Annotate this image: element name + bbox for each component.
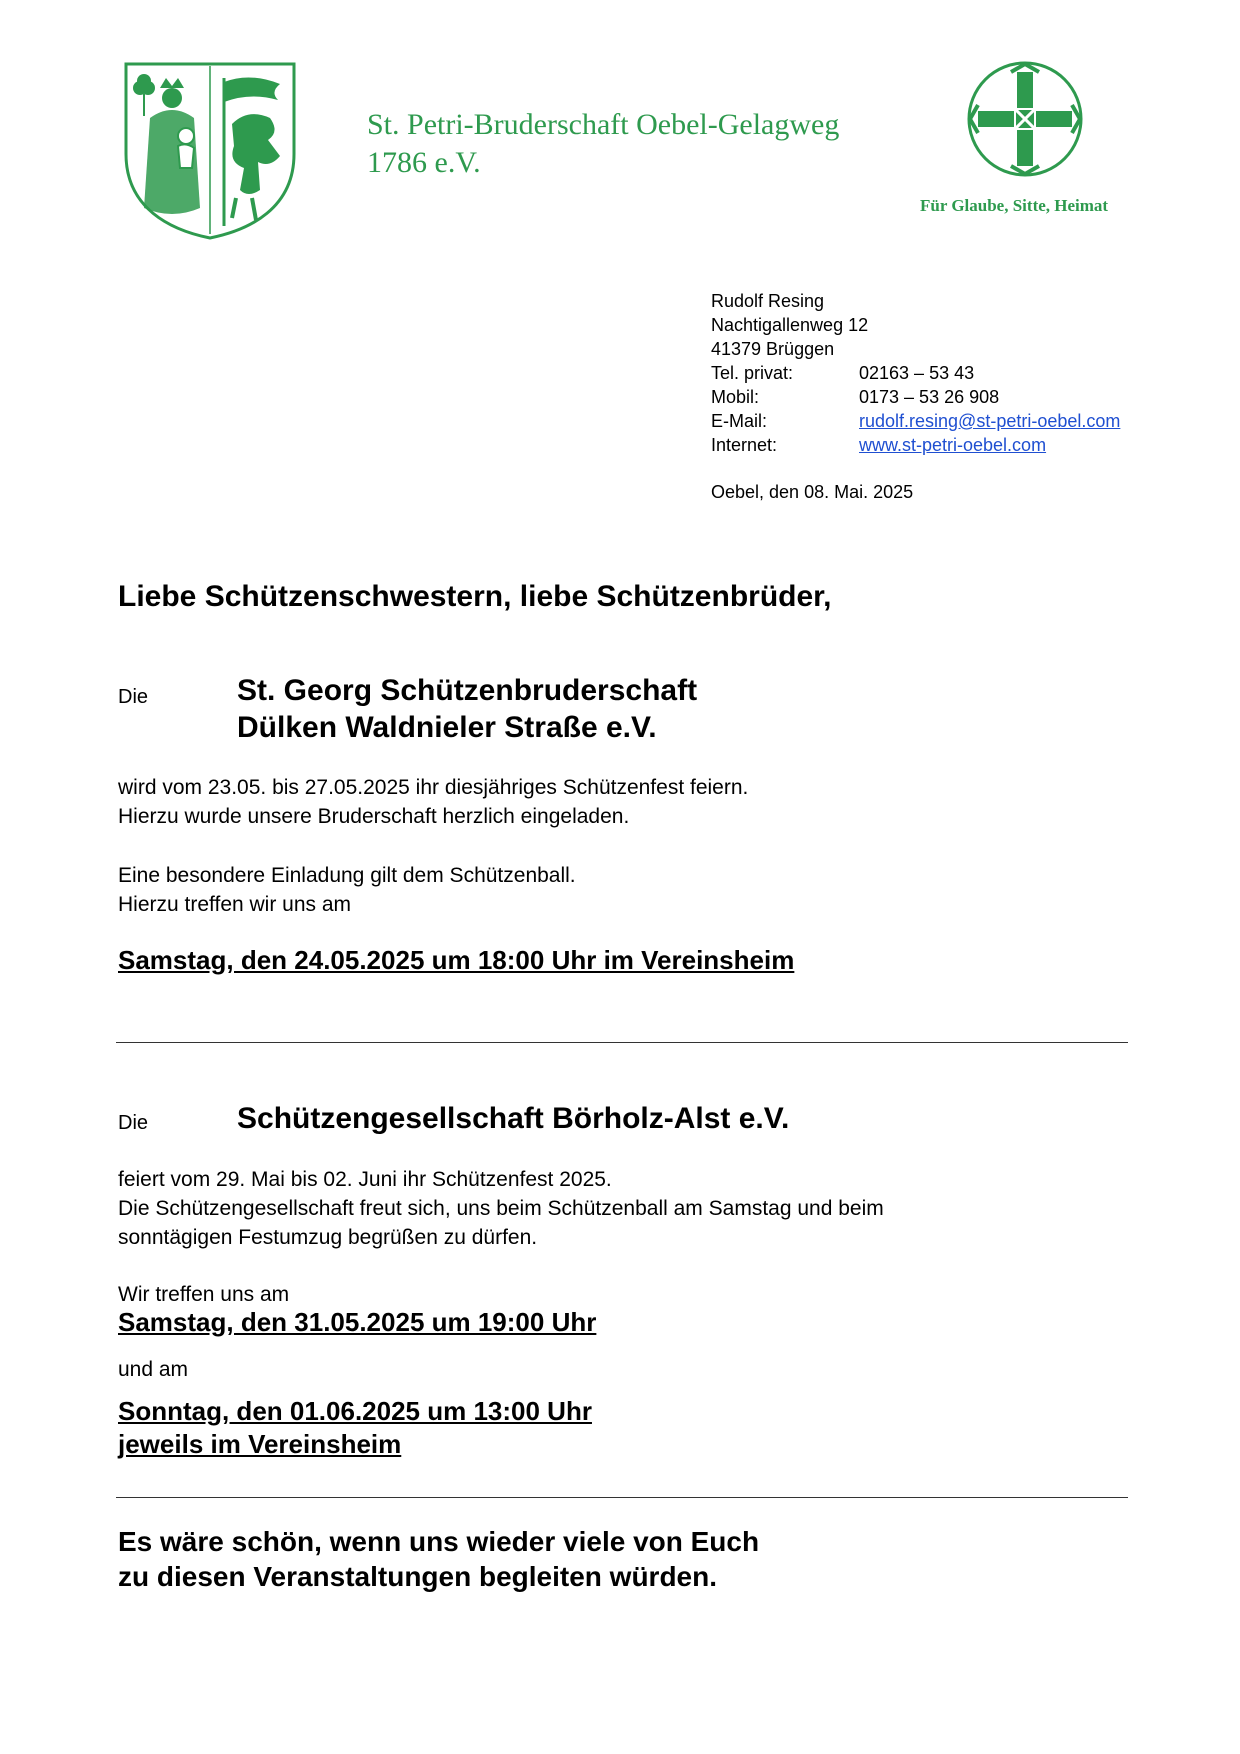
section1-club-line2: Dülken Waldnieler Straße e.V.: [237, 711, 657, 744]
section1-text-line1: wird vom 23.05. bis 27.05.2025 ihr diesjähriges Schützenfest feiern.: [118, 776, 749, 799]
organization-name-line1: St. Petri-Bruderschaft Oebel-Gelagweg: [367, 108, 840, 141]
contact-website-label: Internet:: [711, 435, 778, 455]
section2-connector: und am: [118, 1358, 189, 1381]
section2-text-line3: sonntägigen Festumzug begrüßen zu dürfen.: [118, 1226, 538, 1249]
closing: [118, 1524, 759, 1594]
coat-of-arms-icon: [120, 58, 300, 242]
contact-email: [711, 409, 1120, 433]
sender-name: Rudolf Resing: [711, 291, 825, 311]
sender-block: [711, 289, 1120, 457]
section1-text-line2: Hierzu wurde unsere Bruderschaft herzlich eingeladen.: [118, 805, 630, 828]
section2-text-line1: feiert vom 29. Mai bis 02. Juni ihr Schützenfest 2025.: [118, 1168, 612, 1191]
section2-event2-line1: Sonntag, den 01.06.2025 um 13:00 Uhr: [118, 1396, 592, 1426]
section1-club: [237, 672, 697, 746]
contact-mobile-value: 0173 – 53 26 908: [859, 387, 1000, 407]
contact-mobile: [711, 385, 1120, 409]
contact-mobile-label: Mobil:: [711, 387, 760, 407]
sender-city: 41379 Brüggen: [711, 339, 835, 359]
section2-event2-line2: jeweils im Vereinsheim: [118, 1429, 402, 1459]
contact-phone: [711, 361, 1120, 385]
contact-email-label: E-Mail:: [711, 411, 768, 431]
email-link[interactable]: rudolf.resing@st-petri-oebel.com: [859, 411, 1121, 431]
motto: Für Glaube, Sitte, Heimat: [920, 196, 1109, 215]
section2-event1: Samstag, den 31.05.2025 um 19:00 Uhr: [118, 1307, 597, 1337]
divider: [116, 1042, 1128, 1043]
section2-event2: [118, 1395, 592, 1461]
section1-text-line4: Hierzu treffen wir uns am: [118, 893, 352, 916]
section1-invitation: [118, 861, 576, 919]
section2-text: [118, 1165, 884, 1252]
section1-prefix: Die: [118, 686, 149, 708]
section1-text-line3: Eine besondere Einladung gilt dem Schützenball.: [118, 864, 576, 887]
greeting: Liebe Schützenschwestern, liebe Schützenbrüder,: [118, 580, 832, 613]
website-link[interactable]: www.st-petri-oebel.com: [859, 435, 1047, 455]
letter-date: Oebel, den 08. Mai. 2025: [711, 482, 914, 502]
section2-prefix: Die: [118, 1112, 149, 1134]
closing-line2: zu diesen Veranstaltungen begleiten würden.: [118, 1561, 718, 1592]
section2-text-line2: Die Schützengesellschaft freut sich, uns beim Schützenball am Samstag und beim: [118, 1197, 884, 1220]
organization-name-line2: 1786 e.V.: [367, 146, 481, 179]
section1-event: Samstag, den 24.05.2025 um 18:00 Uhr im Vereinsheim: [118, 945, 795, 975]
closing-line1: Es wäre schön, wenn uns wieder viele von Euch: [118, 1526, 760, 1557]
contact-website: [711, 433, 1120, 457]
contact-phone-value: 02163 – 53 43: [859, 363, 975, 383]
section1-club-line1: St. Georg Schützenbruderschaft: [237, 674, 698, 707]
sender-street: Nachtigallenweg 12: [711, 315, 869, 335]
section2-meet-intro: Wir treffen uns am: [118, 1283, 290, 1306]
divider: [116, 1497, 1128, 1498]
cross-emblem-icon: [966, 60, 1084, 178]
contact-phone-label: Tel. privat:: [711, 363, 794, 383]
section2-club: Schützengesellschaft Börholz-Alst e.V.: [237, 1102, 790, 1135]
section1-text: [118, 773, 748, 831]
organization-name: [367, 106, 839, 182]
